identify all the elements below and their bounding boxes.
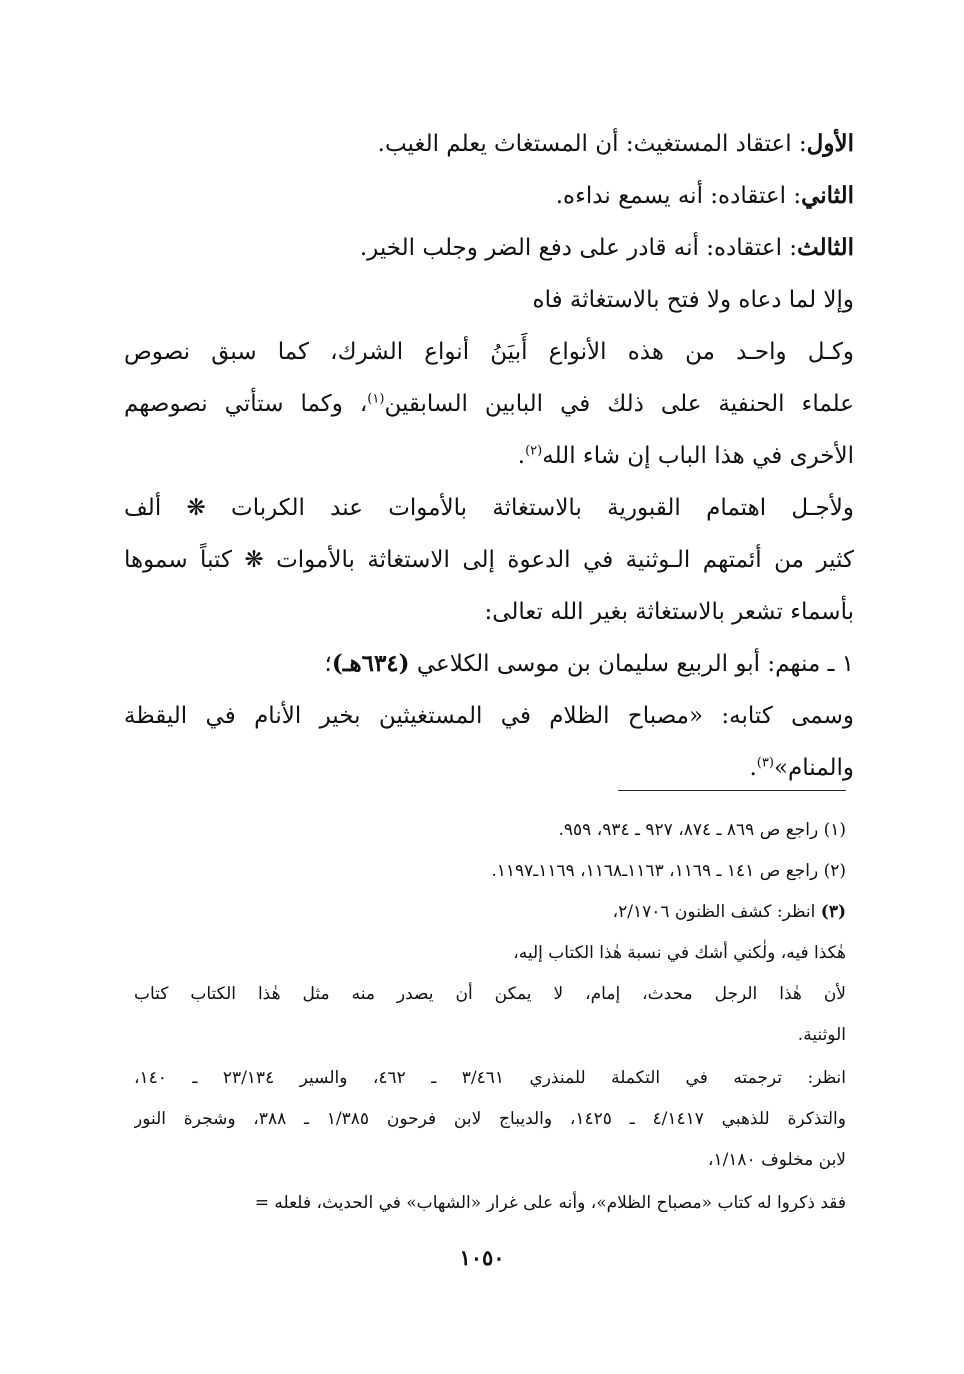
body-line-3 [124,222,854,274]
body-line-5: وكـل واحـد من هذه الأنواع أَبيَنُ أنواع الشرك، كما سبق نصوص [124,339,854,365]
death-year: (٦٣٤هـ) [331,650,410,677]
main-text [124,118,854,794]
label-third: الثالث [797,234,854,261]
body-line-11-text: ١ ـ منهم: أبو الربيع سليمان بن موسى الكلاعي [409,651,854,677]
footnote-3-line-8: فقد ذكروا له كتاب «مصباح الظلام»، وأنه على غرار «الشهاب» في الحديث، فلعله = [254,1193,846,1213]
body-line-1-text: : اعتقاد المستغيث: أن المستغاث يعلم الغيب. [377,131,807,157]
footnote-ref-1: (١) [367,391,385,407]
footnote-3-line-3: لأن هٰذا الرجل محدث، إمام، لا يمكن أن يصدر منه مثل هٰذا الكتاب كتاب [134,984,846,1004]
label-first: الأول [806,130,854,157]
footnote-ref-2: (٢) [525,443,543,459]
body-line-7-text: الأخرى في هذا الباب إن شاء الله [542,443,854,469]
footnote-3-line-2: هٰكذا فيه، ولٰكني أشك في نسبة هٰذا الكتاب إليه، [513,943,846,963]
footnote-3-text: انظر: كشف الظنون ٢/١٧٠٦، [612,902,821,922]
body-line-13-text: والمنام» [773,755,854,781]
body-line-13 [124,742,854,794]
body-line-2-text: : اعتقاده: أنه يسمع نداءه. [555,183,802,209]
footnote-separator [618,790,846,791]
footnote-ref-3: (٣) [756,755,774,771]
page-number: ١٠٥٠ [459,1245,505,1270]
body-line-9: كثير من أئمتهم الـوثنية في الدعوة إلى الاستغاثة بالأموات ❋ كتباً سموها [124,547,854,573]
footnotes [134,810,846,1224]
body-line-11-end: ؛ [324,651,332,677]
footnote-2: (٢) راجع ص ١٤١ ـ ١١٦٩، ١١٦٣ـ١١٦٨، ١١٦٩ـ١١٩٧. [491,861,846,881]
body-line-6-text: علماء الحنفية على ذلك في البابين السابقين [384,391,854,417]
body-line-7 [124,430,854,482]
footnote-3-line-4: الوثنية. [797,1025,846,1045]
body-line-12: وسمى كتابه: «مصباح الظلام في المستغيثين بخير الأنام في اليقظة [124,703,854,729]
body-line-7-end: . [517,443,526,469]
footnote-3-label: (٣) [820,902,846,922]
body-line-4: وإلا لما دعاه ولا فتح بالاستغاثة فاه [532,287,854,313]
footnote-3-line-5: انظر: ترجمته في التكملة للمنذري ٣/٤٦١ ـ ٤٦٢، والسير ٢٣/١٣٤ ـ ١٤٠، [134,1068,846,1088]
body-line-13-end: . [749,755,757,781]
body-line-6 [124,378,854,430]
footnote-1: (١) راجع ص ٨٦٩ ـ ٨٧٤، ٩٢٧ ـ ٩٣٤، ٩٥٩. [558,820,846,840]
body-line-2 [124,170,854,222]
footnote-3-line-6: والتذكرة للذهبي ٤/١٤١٧ ـ ١٤٢٥، والديباج لابن فرحون ١/٣٨٥ ـ ٣٨٨، وشجرة النور [134,1109,846,1129]
body-line-3-text: : اعتقاده: أنه قادر على دفع الضر وجلب الخير. [359,235,798,261]
footnote-3 [134,892,846,933]
label-second: الثاني [801,182,854,209]
body-line-6-rest: ، وكما ستأتي نصوصهم [124,391,368,417]
body-line-1 [124,118,854,170]
footnote-3-line-7: لابن مخلوف ١/١٨٠، [707,1150,846,1170]
body-line-8: ولأجـل اهتمام القبورية بالاستغاثة بالأموات عند الكربات ❋ ألف [124,495,854,521]
body-line-10: بأسماء تشعر بالاستغاثة بغير الله تعالى: [484,599,854,625]
body-line-11 [124,638,854,690]
